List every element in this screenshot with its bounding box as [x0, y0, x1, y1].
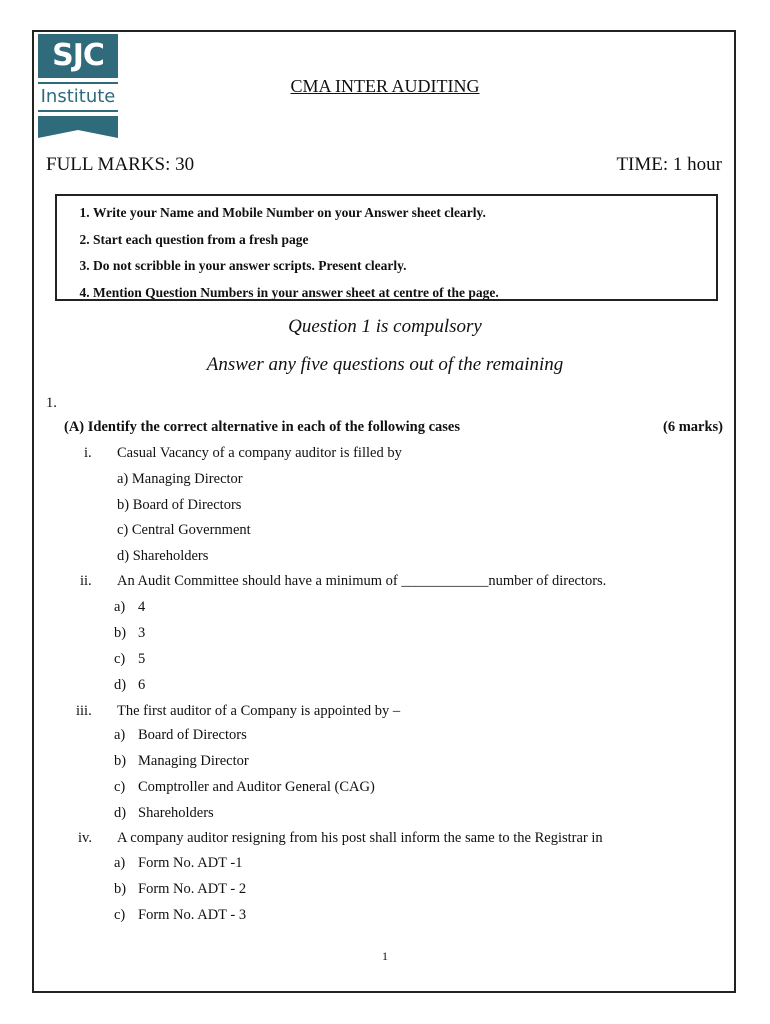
question-text: A company auditor resigning from his post shall inform the same to the Registrar in [117, 830, 603, 846]
compulsory-note: Question 1 is compulsory [288, 316, 482, 337]
question-number: 1. [46, 395, 57, 411]
option-text: Comptroller and Auditor General (CAG) [138, 779, 375, 795]
question-numeral: i. [84, 445, 92, 461]
option-text: Shareholders [138, 805, 214, 821]
full-marks: FULL MARKS: 30 [46, 154, 195, 175]
option-letter: c) [114, 779, 126, 795]
question-numeral: iii. [76, 703, 92, 719]
question-text: The first auditor of a Company is appointed by – [117, 703, 401, 719]
option-letter: d) [114, 677, 127, 693]
instruction-item: 3. Do not scribble in your answer scripts. Present clearly. [93, 253, 704, 280]
option-text: 4 [138, 599, 146, 615]
instruction-item: 2. Start each question from a fresh page [93, 227, 704, 254]
option-text: Form No. ADT - 2 [138, 881, 247, 897]
question-text: Casual Vacancy of a company auditor is filled by [117, 445, 402, 461]
page-number: 1 [382, 949, 388, 963]
option-letter: b) [114, 753, 127, 769]
option: a) Managing Director [117, 471, 243, 487]
option-text: 5 [138, 651, 146, 667]
option-letter: a) [114, 727, 126, 743]
logo-text-institute: Institute [38, 82, 118, 112]
section-marks: (6 marks) [662, 419, 723, 435]
question-numeral: iv. [78, 830, 92, 846]
option-text: 6 [138, 677, 146, 693]
logo-banner [38, 116, 118, 130]
option-letter: c) [114, 651, 126, 667]
option-letter: a) [114, 855, 126, 871]
question-numeral: ii. [80, 573, 92, 589]
option-text: Form No. ADT - 3 [138, 907, 247, 923]
option: b) Board of Directors [117, 497, 242, 513]
option-letter: b) [114, 881, 127, 897]
option-letter: c) [114, 907, 126, 923]
option-letter: d) [114, 805, 127, 821]
option-text: Managing Director [138, 753, 249, 769]
option: d) Shareholders [117, 548, 209, 564]
exam-title: CMA INTER AUDITING [290, 76, 480, 96]
logo-text-sjc: SJC [38, 34, 118, 78]
instruction-item: 4. Mention Question Numbers in your answer sheet at centre of the page. [93, 280, 704, 307]
time-allowed: TIME: 1 hour [616, 154, 722, 175]
question-text: An Audit Committee should have a minimum of ____________number of directors. [117, 573, 607, 589]
logo-banner-notch [38, 130, 118, 138]
option-text: Form No. ADT -1 [138, 855, 243, 871]
answer-any-note: Answer any five questions out of the remaining [206, 354, 564, 375]
instructions-box [55, 194, 718, 301]
option-text: 3 [138, 625, 146, 641]
option-letter: a) [114, 599, 126, 615]
option-text: Board of Directors [138, 727, 247, 743]
option: c) Central Government [117, 522, 251, 538]
instruction-item: 1. Write your Name and Mobile Number on your Answer sheet clearly. [93, 200, 704, 227]
option-letter: b) [114, 625, 127, 641]
section-heading: (A) Identify the correct alternative in each of the following cases [64, 419, 460, 435]
